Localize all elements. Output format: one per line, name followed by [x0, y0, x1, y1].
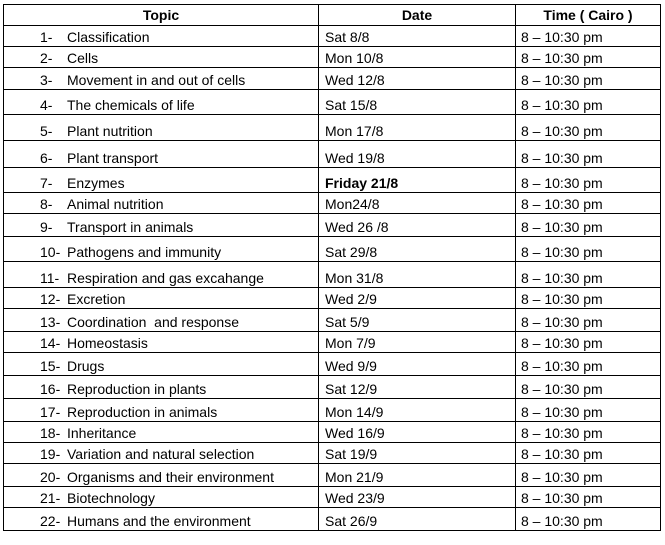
topic-name: Respiration and gas excahange — [67, 270, 264, 286]
topic-name: Organisms and their environment — [67, 469, 274, 485]
topic-cell — [4, 214, 319, 237]
time-cell: 8 – 10:30 pm — [516, 193, 661, 214]
topic-name: Coordination and response — [67, 314, 240, 330]
topic-cell — [4, 508, 319, 531]
topic-cell — [4, 353, 319, 376]
topic-cell — [4, 464, 319, 487]
topic-number: 7- — [40, 175, 53, 191]
table-row — [4, 508, 661, 531]
time-cell: 8 – 10:30 pm — [516, 443, 661, 464]
date-cell: Sat 8/8 — [319, 26, 516, 47]
date-cell: Sat 12/9 — [319, 376, 516, 399]
topic-name: Animal nutrition — [67, 196, 164, 212]
topic-cell — [4, 115, 319, 141]
topic-cell — [4, 68, 319, 90]
table-row — [4, 376, 661, 399]
topic-name: Pathogens and immunity — [67, 244, 222, 260]
date-cell: Mon 31/8 — [319, 262, 516, 288]
time-cell: 8 – 10:30 pm — [516, 68, 661, 90]
topic-name: Reproduction in plants — [67, 381, 207, 397]
topic-name: Homeostasis — [67, 335, 148, 351]
topic-name: Plant transport — [67, 150, 159, 166]
header-date: Date — [319, 5, 516, 26]
time-cell: 8 – 10:30 pm — [516, 288, 661, 309]
date-cell: Wed 26 /8 — [319, 214, 516, 237]
date-cell: Mon 17/8 — [319, 115, 516, 141]
topic-number: 5- — [40, 123, 53, 139]
topic-cell — [4, 422, 319, 443]
topic-cell — [4, 47, 319, 68]
date-cell: Wed 2/9 — [319, 288, 516, 309]
topic-name: Movement in and out of cells — [67, 72, 246, 88]
time-cell: 8 – 10:30 pm — [516, 237, 661, 262]
schedule-table — [3, 4, 661, 531]
table-row — [4, 464, 661, 487]
topic-cell — [4, 90, 319, 115]
header-topic: Topic — [4, 5, 319, 26]
header-row — [4, 5, 661, 26]
date-cell: Wed 19/8 — [319, 141, 516, 168]
topic-cell — [4, 309, 319, 332]
topic-number: 16- — [40, 381, 61, 397]
topic-number: 10- — [40, 244, 61, 260]
topic-number: 14- — [40, 335, 61, 351]
topic-cell — [4, 168, 319, 193]
table-row — [4, 193, 661, 214]
table-row — [4, 422, 661, 443]
date-cell: Sat 5/9 — [319, 309, 516, 332]
topic-number: 6- — [40, 150, 53, 166]
topic-cell — [4, 262, 319, 288]
topic-number: 11- — [40, 270, 60, 286]
table-row — [4, 68, 661, 90]
table-row — [4, 141, 661, 168]
time-cell: 8 – 10:30 pm — [516, 262, 661, 288]
date-cell: Mon 10/8 — [319, 47, 516, 68]
topic-number: 20- — [40, 469, 61, 485]
date-cell: Mon 21/9 — [319, 464, 516, 487]
table-row — [4, 487, 661, 508]
time-cell: 8 – 10:30 pm — [516, 464, 661, 487]
topic-number: 17- — [40, 404, 61, 420]
time-cell: 8 – 10:30 pm — [516, 376, 661, 399]
table-row — [4, 332, 661, 353]
date-cell: Friday 21/8 — [319, 168, 516, 193]
topic-number: 2- — [40, 50, 53, 66]
header-time: Time ( Cairo ) — [516, 5, 661, 26]
time-cell: 8 – 10:30 pm — [516, 422, 661, 443]
table-row — [4, 288, 661, 309]
topic-cell — [4, 141, 319, 168]
table-row — [4, 262, 661, 288]
time-cell: 8 – 10:30 pm — [516, 332, 661, 353]
topic-cell — [4, 193, 319, 214]
time-cell: 8 – 10:30 pm — [516, 309, 661, 332]
date-cell: Mon 14/9 — [319, 399, 516, 422]
topic-name: Variation and natural selection — [67, 446, 255, 462]
topic-name: Humans and the environment — [67, 513, 251, 529]
time-cell: 8 – 10:30 pm — [516, 399, 661, 422]
time-cell: 8 – 10:30 pm — [516, 168, 661, 193]
topic-name: Biotechnology — [67, 490, 155, 506]
topic-cell — [4, 237, 319, 262]
topic-cell — [4, 399, 319, 422]
table-row — [4, 168, 661, 193]
time-cell: 8 – 10:30 pm — [516, 115, 661, 141]
topic-number: 15- — [40, 358, 61, 374]
table-row — [4, 237, 661, 262]
date-cell: Sat 26/9 — [319, 508, 516, 531]
topic-name: The chemicals of life — [67, 97, 195, 113]
topic-name: Reproduction in animals — [67, 404, 218, 420]
topic-name: Classification — [67, 29, 150, 45]
time-cell: 8 – 10:30 pm — [516, 47, 661, 68]
topic-number: 22- — [40, 513, 61, 529]
date-cell: Mon24/8 — [319, 193, 516, 214]
table-row — [4, 399, 661, 422]
topic-number: 12- — [40, 291, 61, 307]
time-cell: 8 – 10:30 pm — [516, 487, 661, 508]
topic-name: Transport in animals — [67, 219, 194, 235]
date-cell: Mon 7/9 — [319, 332, 516, 353]
topic-name: Inheritance — [67, 425, 137, 441]
topic-cell — [4, 443, 319, 464]
topic-cell — [4, 288, 319, 309]
table-row — [4, 90, 661, 115]
topic-number: 21- — [40, 490, 61, 506]
date-cell: Wed 23/9 — [319, 487, 516, 508]
table-row — [4, 214, 661, 237]
date-cell: Sat 29/8 — [319, 237, 516, 262]
date-cell: Wed 12/8 — [319, 68, 516, 90]
topic-number: 4- — [40, 97, 53, 113]
topic-name: Excretion — [67, 291, 126, 307]
table-row — [4, 47, 661, 68]
table-row — [4, 443, 661, 464]
topic-cell — [4, 376, 319, 399]
topic-number: 3- — [40, 72, 53, 88]
topic-name: Enzymes — [67, 175, 125, 191]
topic-number: 1- — [40, 29, 53, 45]
time-cell: 8 – 10:30 pm — [516, 214, 661, 237]
table-row — [4, 353, 661, 376]
time-cell: 8 – 10:30 pm — [516, 90, 661, 115]
table-body — [4, 26, 661, 531]
time-cell: 8 – 10:30 pm — [516, 508, 661, 531]
topic-name: Plant nutrition — [67, 123, 153, 139]
topic-cell — [4, 487, 319, 508]
topic-cell — [4, 26, 319, 47]
date-cell: Wed 9/9 — [319, 353, 516, 376]
topic-number: 18- — [40, 425, 61, 441]
topic-name: Cells — [67, 50, 99, 66]
date-cell: Sat 19/9 — [319, 443, 516, 464]
topic-number: 9- — [40, 219, 53, 235]
date-cell: Sat 15/8 — [319, 90, 516, 115]
table-row — [4, 115, 661, 141]
topic-number: 8- — [40, 196, 53, 212]
table-row — [4, 26, 661, 47]
topic-number: 13- — [40, 314, 61, 330]
time-cell: 8 – 10:30 pm — [516, 26, 661, 47]
topic-name: Drugs — [67, 358, 105, 374]
table-row — [4, 309, 661, 332]
time-cell: 8 – 10:30 pm — [516, 353, 661, 376]
date-cell: Wed 16/9 — [319, 422, 516, 443]
time-cell: 8 – 10:30 pm — [516, 141, 661, 168]
topic-cell — [4, 332, 319, 353]
topic-number: 19- — [40, 446, 61, 462]
